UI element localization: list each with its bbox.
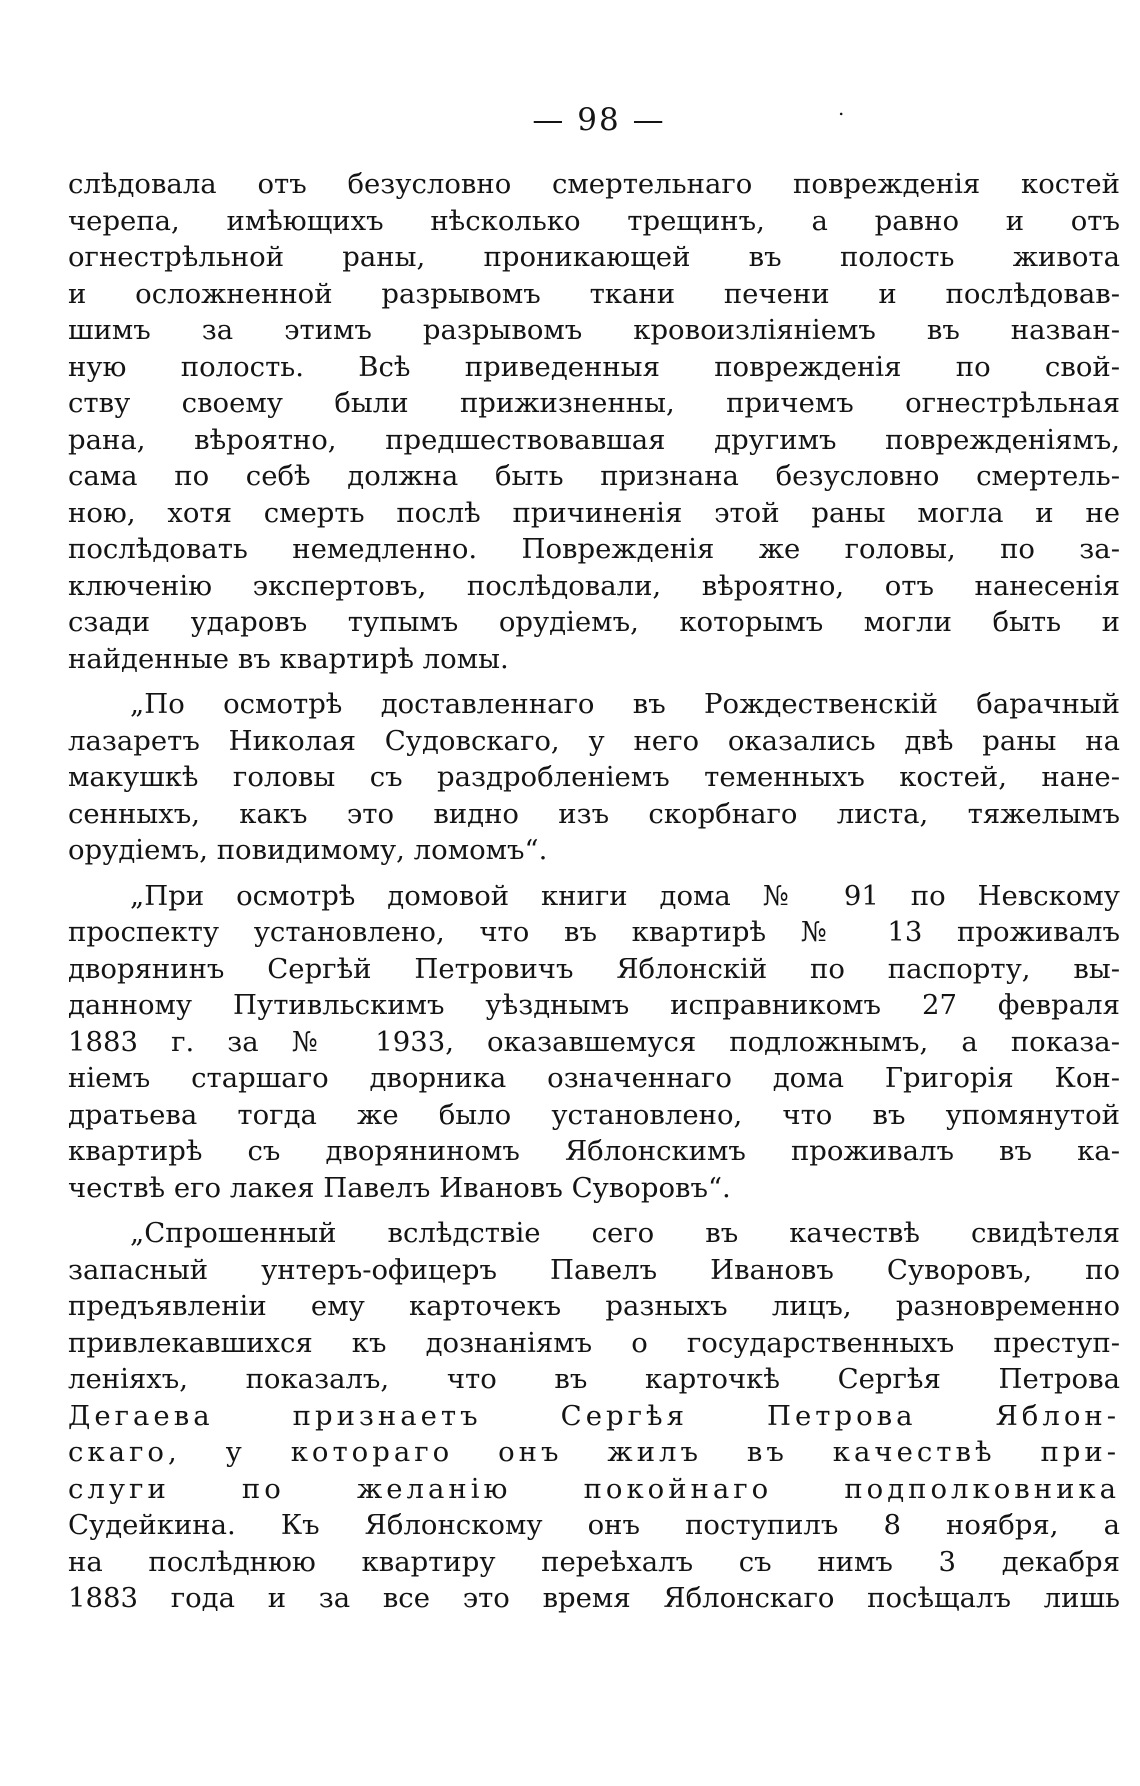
- text-line: на послѣднюю квартиру переѣхалъ съ нимъ 3 декабря: [68, 1545, 1120, 1578]
- text-line: квартирѣ съ дворяниномъ Яблонскимъ проживалъ въ ка-: [68, 1135, 1120, 1167]
- text-line: рана, вѣроятно, предшествовавшая другимъ поврежденіямъ,: [68, 423, 1120, 456]
- text-line: Дегаева признаетъ Сергѣя Петрова Яблон-: [68, 1399, 1120, 1432]
- text-line: скаго, у котораго онъ жилъ въ качествѣ при-: [68, 1436, 1120, 1468]
- text-line: предъявленіи ему карточекъ разныхъ лицъ, разновременно: [68, 1290, 1120, 1322]
- text-line: чествѣ его лакея Павелъ Ивановъ Суворовъ“.: [68, 1171, 731, 1204]
- text-line: шимъ за этимъ разрывомъ кровоизліяніемъ въ назван-: [68, 314, 1120, 346]
- text-line: „При осмотрѣ домовой книги дома № 91 по Невскому: [130, 879, 1120, 912]
- text-line: сама по себѣ должна быть признана безусловно смертель-: [68, 460, 1120, 492]
- text-line: и осложненной разрывомъ ткани печени и послѣдовав-: [68, 277, 1120, 310]
- text-line: послѣдовать немедленно. Поврежденія же головы, по за-: [68, 533, 1120, 565]
- text-line: запасный унтеръ-офицеръ Павелъ Ивановъ Суворовъ, по: [68, 1253, 1120, 1286]
- text-line: слѣдовала отъ безусловно смертельнаго поврежденія костей: [68, 168, 1120, 200]
- page-number: — 98 —: [532, 102, 666, 138]
- text-line: данному Путивльскимъ уѣзднымъ исправникомъ 27 февраля: [68, 989, 1120, 1021]
- text-line: сенныхъ, какъ это видно изъ скорбнаго листа, тяжелымъ: [68, 797, 1120, 830]
- text-line: Судейкина. Къ Яблонскому онъ поступилъ 8 ноября, а: [68, 1509, 1120, 1541]
- text-line: слуги по желанію покойнаго подполковника: [68, 1472, 1120, 1505]
- text-line: 1883 года и за все это время Яблонскаго посѣщалъ лишь: [68, 1582, 1120, 1614]
- page: [68, 96, 1120, 1617]
- text-line: лазаретъ Николая Судовскаго, у него оказались двѣ раны на: [68, 724, 1120, 757]
- text-line: привлекавшихся къ дознаніямъ о государственныхъ преступ-: [68, 1326, 1120, 1359]
- paragraph-3: [68, 878, 1120, 1207]
- text-line: 1883 г. за № 1933, оказавшемуся подложнымъ, а показа-: [68, 1025, 1120, 1058]
- text-line: огнестрѣльной раны, проникающей въ полость живота: [68, 241, 1120, 273]
- text-line: ключенію экспертовъ, послѣдовали, вѣроятно, отъ нанесенія: [68, 569, 1120, 602]
- text-line: „Спрошенный вслѣдствіе сего въ качествѣ свидѣтеля: [130, 1217, 1120, 1249]
- text-line: „По осмотрѣ доставленнаго въ Рождественскій барачный: [130, 688, 1120, 720]
- text-line: дратьева тогда же было установлено, что въ упомянутой: [68, 1098, 1120, 1131]
- text-line: черепа, имѣющихъ нѣсколько трещинъ, а равно и отъ: [68, 204, 1120, 237]
- text-line: ною, хотя смерть послѣ причиненія этой раны могла и не: [68, 496, 1120, 529]
- print-speck: .: [838, 96, 845, 120]
- text-line: проспекту установлено, что въ квартирѣ № 13 проживалъ: [68, 916, 1120, 948]
- text-line: дворянинъ Сергѣй Петровичъ Яблонскій по паспорту, вы-: [68, 952, 1120, 985]
- text-line: макушкѣ головы съ раздробленіемъ теменныхъ костей, нане-: [68, 761, 1120, 793]
- paragraph-1: [68, 166, 1120, 677]
- text-line: сзади ударовъ тупымъ орудіемъ, которымъ могли быть и: [68, 606, 1120, 638]
- text-line: орудіемъ, повидимому, ломомъ“.: [68, 834, 548, 866]
- text-line: ніемъ старшаго дворника означеннаго дома Григорія Кон-: [68, 1062, 1120, 1094]
- text-line: ству своему были прижизненны, причемъ огнестрѣльная: [68, 387, 1120, 419]
- text-line: леніяхъ, показалъ, что въ карточкѣ Сергѣя Петрова: [68, 1363, 1120, 1395]
- paragraph-4: [68, 1215, 1120, 1617]
- paragraph-2: [68, 686, 1120, 869]
- text-line: ную полость. Всѣ приведенныя поврежденія по свой-: [68, 350, 1120, 383]
- text-line: найденные въ квартирѣ ломы.: [68, 642, 509, 675]
